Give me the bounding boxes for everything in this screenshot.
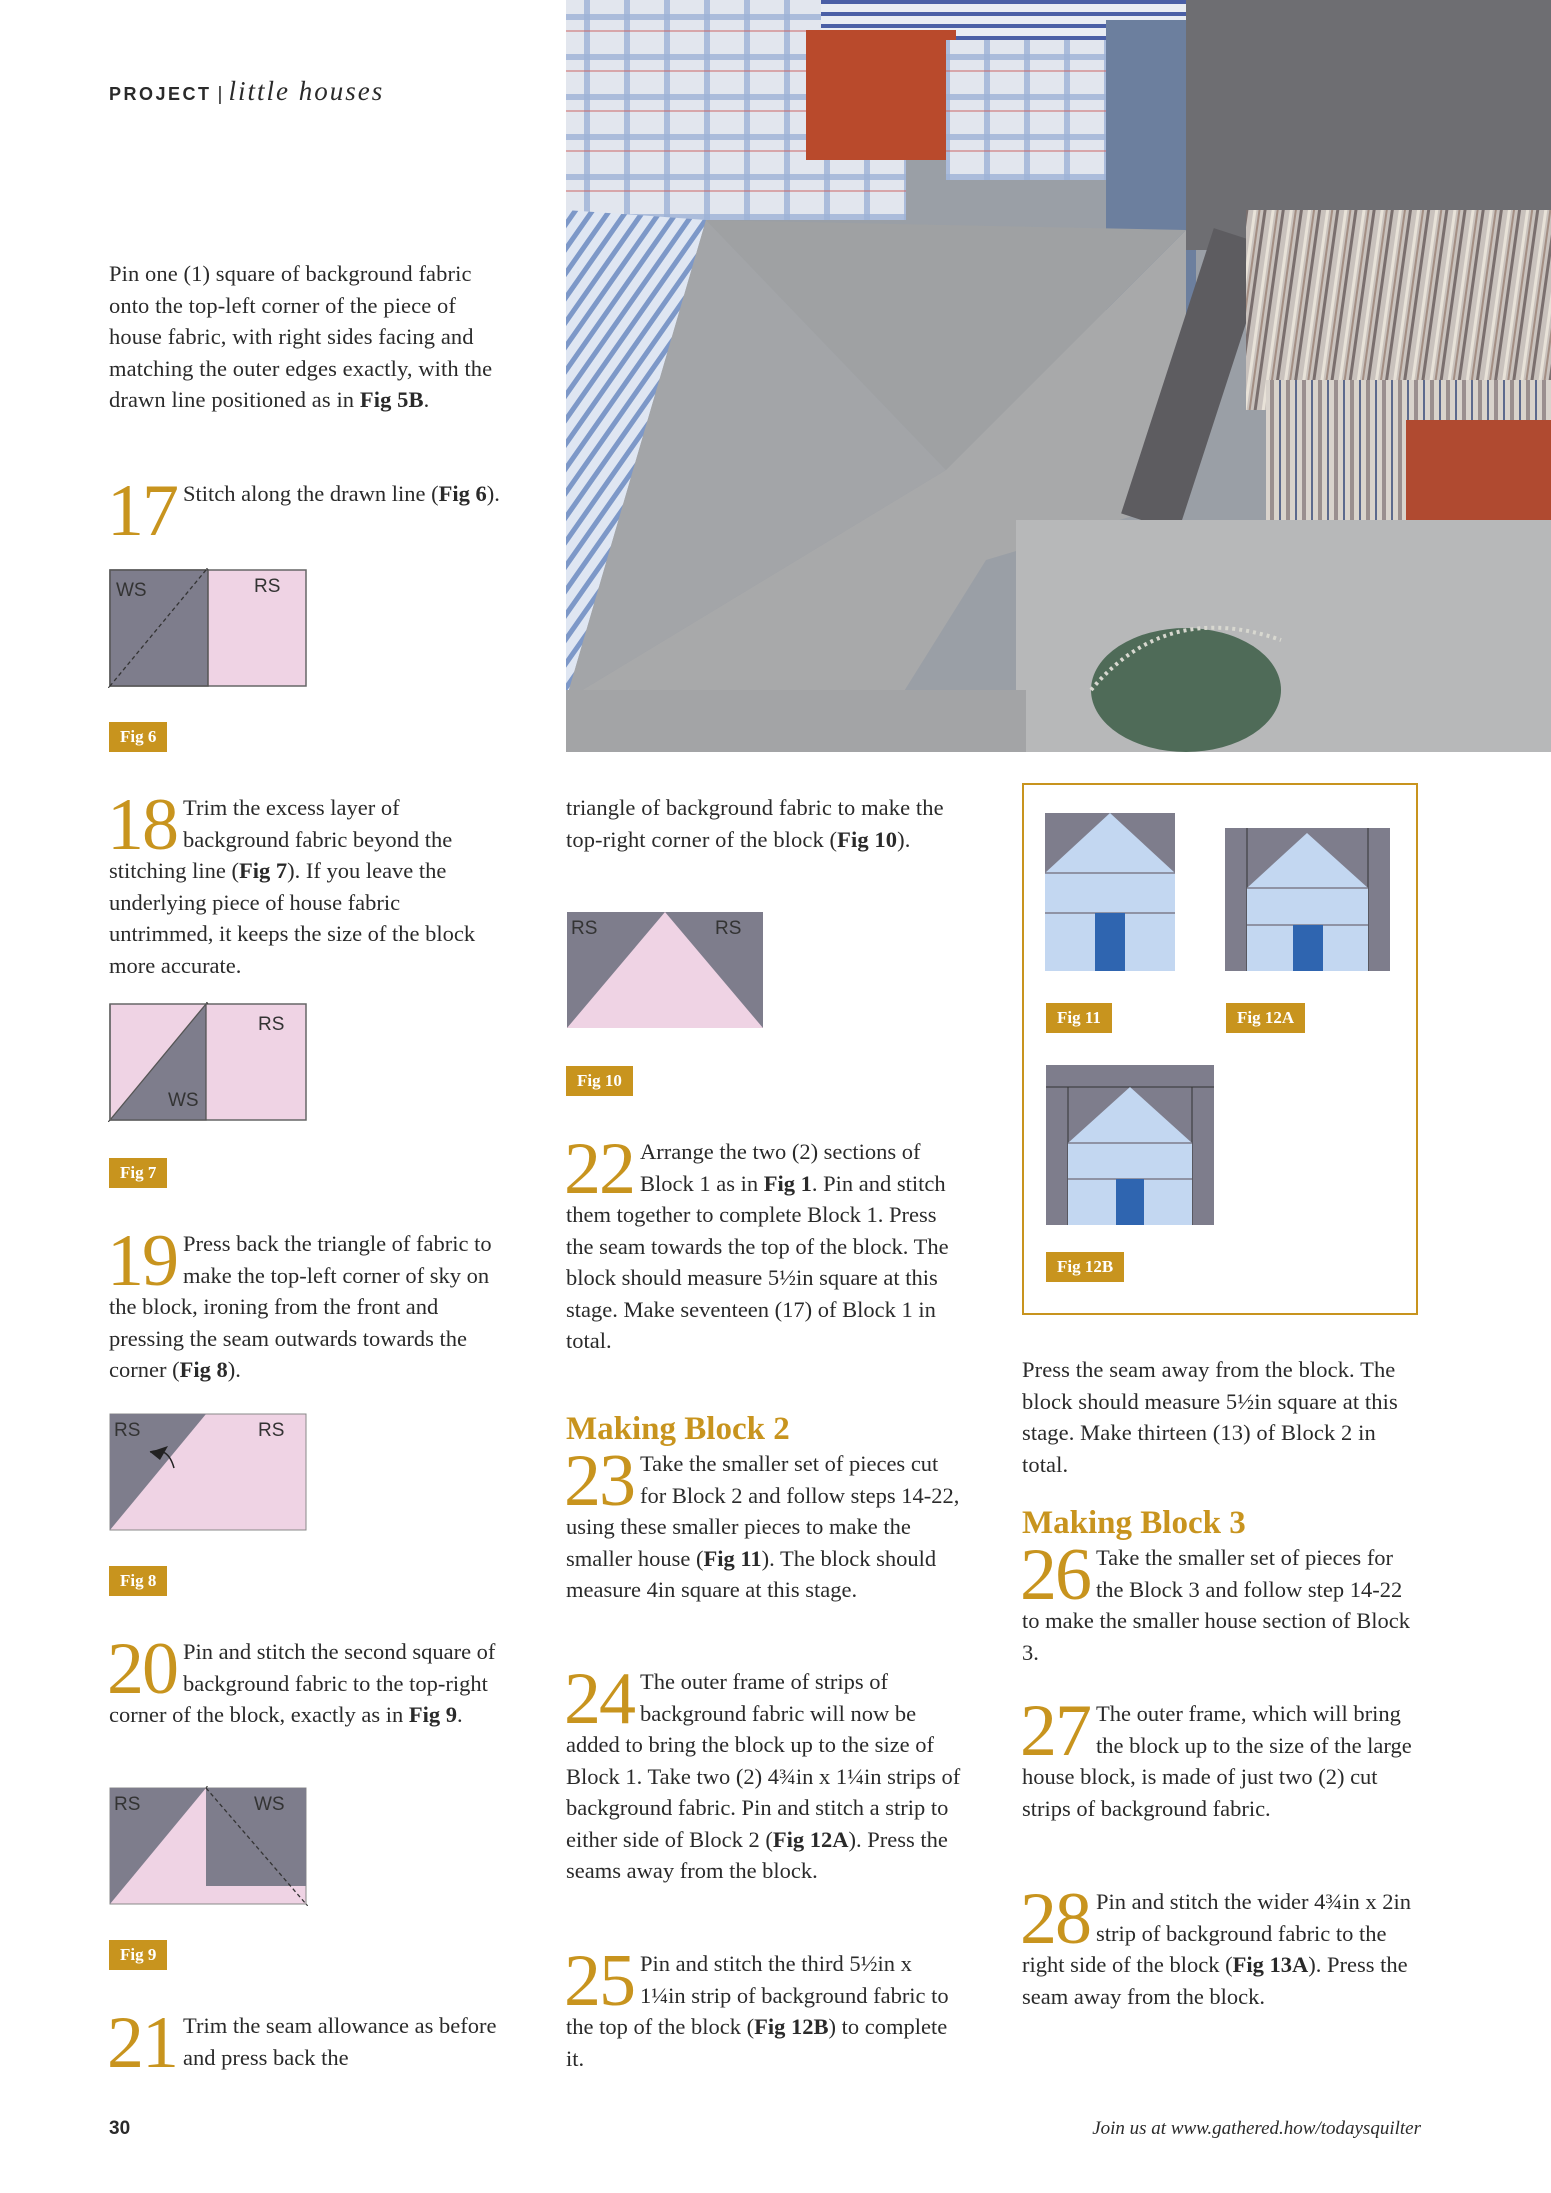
step-text: Take the smaller set of pieces for the Block 3 and follow step 14-22 to make the smaller house section of Block 3.	[1022, 1545, 1411, 1665]
step-text: The outer frame, which will bring the block up to the size of the large house block, is made of just two (2) cut strips of background fabric.	[1022, 1701, 1412, 1821]
step-number: 18	[107, 784, 177, 866]
step-number: 28	[1020, 1878, 1090, 1960]
step-28	[1020, 1878, 1422, 2012]
step-fig-ref: Fig 12A	[772, 1826, 849, 1852]
step-25-continued	[1022, 1354, 1422, 1480]
step-17	[107, 470, 509, 552]
fig-7-rs-label: RS	[258, 1014, 285, 1035]
intro-fig-ref: Fig 5B	[359, 387, 424, 412]
step-text-end: .	[457, 1702, 463, 1727]
step-text: Press back the triangle of fabric to make the top-left corner of sky on the block, ironing from the front and pressing the seam outwards towards the corner (	[109, 1231, 492, 1382]
running-header	[109, 76, 384, 107]
step-text: Trim the seam allowance as before and press back the	[183, 2013, 497, 2070]
step-text-end: ).	[227, 1357, 241, 1382]
heading-making-block-2: Making Block 2	[566, 1411, 790, 1447]
fig-8-label: Fig 8	[109, 1566, 167, 1596]
intro-text: Pin one (1) square of background fabric onto the top-left corner of the piece of house fabric, with right sides facing and matching the outer edges exactly, with the drawn line positioned as in	[109, 261, 493, 412]
step-text-end: . Pin and stitch them together to complete Block 1. Press the seam towards the top of the block. The block should measure 5½in square at this stage. Make seventeen (17) of Block 1 in total.	[566, 1170, 949, 1353]
step-fig-ref: Fig 9	[408, 1702, 458, 1727]
fig-8-rs-label-left: RS	[114, 1420, 141, 1441]
step-25	[564, 1940, 961, 2074]
step-fig-ref: Fig 1	[763, 1170, 812, 1196]
fig-9-diagram	[108, 1786, 308, 1906]
step-21-continued	[566, 792, 946, 855]
fig-10-rs-label-right: RS	[715, 918, 742, 939]
step-number: 26	[1020, 1534, 1090, 1616]
step-text: Trim the excess layer of background fabric beyond the stitching line (	[109, 795, 453, 883]
step-number: 19	[107, 1220, 177, 1302]
step-text-end: ). If you leave the underlying piece of house fabric untrimmed, it keeps the size of the block more accurate.	[109, 858, 476, 978]
fig-11-label: Fig 11	[1046, 1003, 1112, 1033]
step-text-end: ). Press the seam away from the block.	[1022, 1952, 1408, 2009]
step-number: 24	[564, 1658, 634, 1740]
step-number: 25	[564, 1940, 634, 2022]
fig-12b-label: Fig 12B	[1046, 1252, 1124, 1282]
intro-paragraph: Pin one (1) square of background fabric onto the top-left corner of the piece of house fabric, with right sides facing and matching the outer edges exactly, with the drawn line positioned as in Fig 5B.	[109, 261, 493, 412]
fig-6-ws-label: WS	[116, 580, 147, 601]
fig-7-ws-label: WS	[168, 1090, 199, 1111]
step-fig-ref: Fig 8	[179, 1357, 228, 1382]
step-22	[564, 1128, 961, 1357]
fig-12b-diagram	[1046, 1065, 1214, 1225]
step-19	[107, 1220, 514, 1386]
fig-10-diagram	[565, 910, 765, 1030]
step-number: 17	[107, 470, 177, 552]
step-text-end: ). The block should measure 4in square at this stage.	[566, 1545, 937, 1602]
step-fig-ref: Fig 10	[837, 826, 898, 852]
step-number: 20	[107, 1628, 177, 1710]
step-text-end: ).	[897, 826, 911, 852]
header-project: PROJECT	[109, 84, 212, 104]
fig-11-diagram	[1045, 813, 1175, 971]
fig-7-label: Fig 7	[109, 1158, 167, 1188]
step-26	[1020, 1534, 1422, 1668]
step-fig-ref: Fig 12B	[754, 2014, 829, 2039]
footer-url: Join us at www.gathered.how/todaysquilter	[1092, 2118, 1421, 2139]
step-text: Pin and stitch the wider 4¾in x 2in strip of background fabric to the right side of the block (	[1022, 1889, 1411, 1977]
step-text-end: ).	[486, 481, 500, 506]
step-23	[564, 1440, 961, 1606]
heading-making-block-3: Making Block 3	[1022, 1505, 1246, 1541]
step-fig-ref: Fig 6	[438, 481, 487, 506]
step-text: triangle of background fabric to make the top-right corner of the block (	[566, 795, 944, 852]
step-20	[107, 1628, 509, 1731]
fig-10-rs-label-left: RS	[571, 918, 598, 939]
fig-6-label: Fig 6	[109, 722, 167, 752]
fig-12a-label: Fig 12A	[1226, 1003, 1305, 1033]
step-27	[1020, 1690, 1422, 1824]
fig-12a-diagram	[1225, 828, 1390, 971]
step-text: Stitch along the drawn line (	[183, 481, 439, 506]
header-subtitle: little houses	[228, 76, 385, 106]
fig-6-diagram	[108, 568, 308, 688]
step-text: Pin and stitch the second square of background fabric to the top-right corner of the block, exactly as in	[109, 1639, 496, 1727]
step-text: Arrange the two (2) sections of Block 1 as in	[640, 1139, 921, 1196]
header-separator: |	[217, 84, 223, 105]
step-number: 21	[107, 2002, 177, 2084]
step-text: Take the smaller set of pieces cut for Block 2 and follow steps 14-22, using these smaller pieces to make the smaller house (	[566, 1451, 960, 1571]
step-number: 23	[564, 1440, 634, 1522]
step-fig-ref: Fig 13A	[1232, 1952, 1309, 1977]
quilt-photo	[566, 0, 1551, 752]
step-24	[564, 1658, 961, 1887]
page-number: 30	[109, 2118, 131, 2139]
fig-7-diagram	[108, 1002, 308, 1122]
step-number: 27	[1020, 1690, 1090, 1772]
step-18	[107, 784, 509, 981]
fig-9-label: Fig 9	[109, 1940, 167, 1970]
step-text-end: ) to complete it.	[566, 2014, 948, 2071]
fig-10-label: Fig 10	[566, 1066, 633, 1096]
fig-8-rs-label-right: RS	[258, 1420, 285, 1441]
quilt-photo-image	[566, 0, 1551, 752]
step-fig-ref: Fig 11	[703, 1545, 762, 1571]
step-fig-ref: Fig 7	[238, 858, 288, 883]
step-21	[107, 2002, 509, 2084]
fig-6-rs-label: RS	[254, 576, 281, 597]
step-number: 22	[564, 1128, 634, 1210]
step-text: Press the seam away from the block. The block should measure 5½in square at this stage. Make thirteen (13) of Block 2 in total.	[1022, 1357, 1398, 1477]
fig-9-rs-label: RS	[114, 1794, 141, 1815]
fig-8-diagram	[108, 1412, 308, 1532]
step-text-end: ). Press the seams away from the block.	[566, 1826, 948, 1883]
step-text: The outer frame of strips of background fabric will now be added to bring the block up to the size of Block 1. Take two (2) 4¾in x 1¼in strips of background fabric. Pin and stitch a strip to either side of Block 2 (	[566, 1669, 961, 1852]
step-text: Pin and stitch the third 5½in x 1¼in strip of background fabric to the top of the block (	[566, 1951, 949, 2039]
fig-9-ws-label: WS	[254, 1794, 285, 1815]
